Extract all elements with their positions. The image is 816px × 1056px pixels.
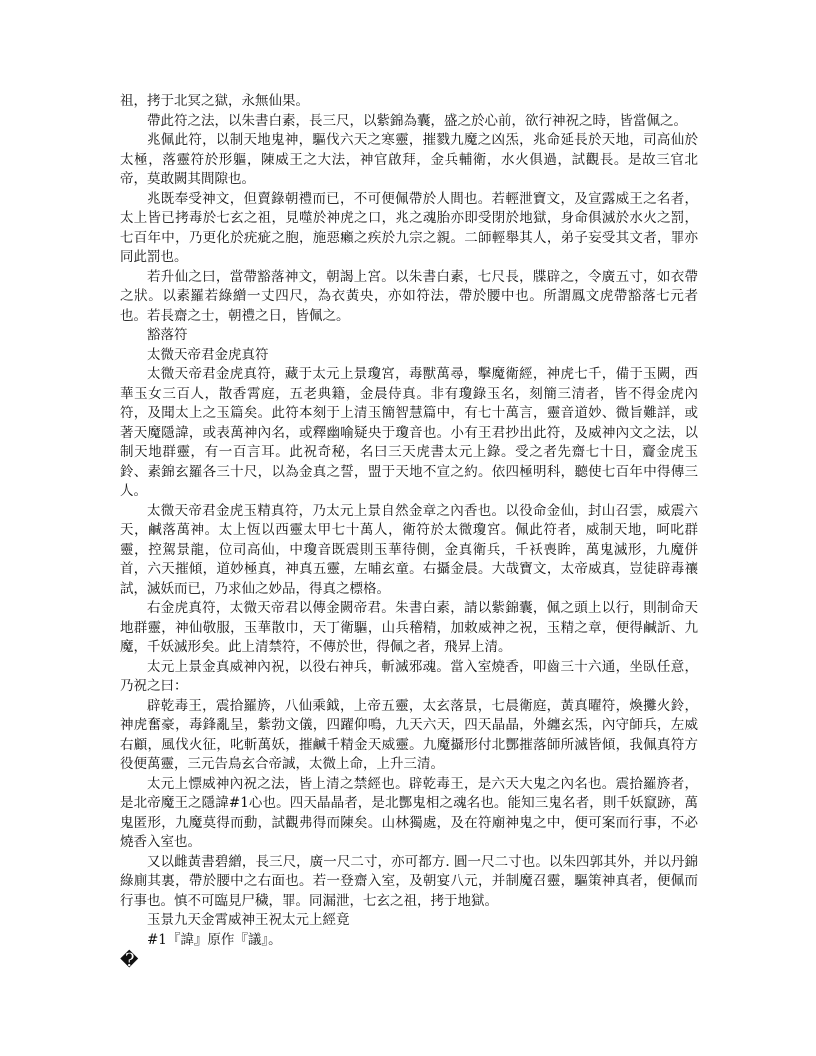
document-page	[120, 92, 698, 972]
end-replacement-glyph: �	[120, 950, 139, 971]
section-heading-jinhu-zhenfu: 太微天帝君金虎真符	[147, 346, 269, 363]
paragraph-11: 太元上景金真威神內祝，以役右神兵，斬滅邪魂。當入室燒香，叩齒三十六通，坐臥任意，乃祝之曰：	[120, 658, 698, 694]
paragraph-4: 兆既奉受神文，但賣錄朝禮而已，不可便佩帶於人間也。若輕泄寶文，及宣露威王之名者，太上皆已拷毒於七玄之祖，見噬於神虎之口，兆之魂胎亦即受閉於地獄，身命俱滅於水火之罰，七百年中，乃更化於疣疵之胞，施惡癩之疾於九宗之親。二師輕舉其人，弟子妄受其文者，罪亦同此罰也。	[120, 190, 698, 265]
paragraph-8: 太微天帝君金虎真符，藏于太元上景瓊宮，毒獸萬尋，擊魔衛經，神虎七千，備于玉闕，西華玉女三百人，散香霄庭，五老典籍，金晨侍真。非有瓊錄玉名，刻簡三清者，皆不得金虎內符，及聞太上之玉篇矣。此符本刻于上清玉簡智慧篇中，有七十萬言，靈音道妙、微旨難詳，或著天魔隱諱，或表萬神內名，或釋幽喻疑央于瓊音也。小有王君抄出此符，及威神內文之法，以制天地群靈，有一百言耳。此祝奇秘，名曰三天虎書太元上錄。受之者先齋七十日，齎金虎玉鈴、素錦玄羅各三十尺，以為金真之誓，盟于天地不宣之約。依四極明科，聽使七百年中得傳三人。	[120, 366, 698, 499]
paragraph-14: 又以雌黃書碧繒，長三尺，廣一尺二寸，亦可都方. 圓一尺二寸也。以朱四郭其外，并以丹錦綠廁其裏，帶於腰中之右面也。若一登齋入室，及朝宴八元，并制魔召靈，驅策神真者，便佩而行事也。慎不可臨見尸穢，罪。同漏泄，七玄之祖，拷于地獄。	[120, 853, 698, 909]
paragraph-2: 帶此符之法，以朱書白素，長三尺，以紫錦為囊，盛之於心前，欲行神祝之時，皆當佩之。	[147, 112, 687, 129]
closing-title: 玉景九天金霄威神王祝太元上經竟	[147, 912, 350, 928]
footnote: #1『諱』原作『議』。	[147, 931, 282, 948]
incantation-text: 辟乾毒王，震拾羅旍，八仙乘鉞，上帝五靈，太玄落景，七晨衛庭，黃真曜符，煥攤火鈴，神虎奮豪，毒鋒亂呈，紫勃文儀，四躍仰鳴，九天六天，四天晶晶，外纏玄炁，內守師兵，左威右顧，風伐火征，叱斬萬妖，摧鹹千精金天威靈。九魔攝形付北酆摧落師所滅皆傾，我佩真符方役便萬靈，三元告鳥玄合帝誠，太微上命，上升三清。	[120, 697, 698, 772]
paragraph-9: 太微天帝君金虎玉精真符，乃太元上景自然金章之內香也。以役命金仙，封山召雲，威震六天，鹹落萬神。太上恆以西靈太甲七十萬人，衛符於太微瓊宮。佩此符者，威制天地，呵叱群靈，控駕景龍，位司高仙，中瓊音既震則玉華待側，金真衛兵，千袄喪眸，萬鬼滅形，九魔併首，六天摧傾，道妙極真，神真五靈，左晡玄童。右攝金晨。大哉寶文，太帝威真，豈徒辟毒禳試，滅妖而已，乃求仙之妙品，得真之標格。	[120, 502, 698, 597]
paragraph-13: 太元上慓威神內祝之法，皆上清之禁經也。辟乾毒王，是六天大鬼之內名也。震拾羅旍者，是北帝魔王之隱諱#1心也。四天晶晶者，是北酆鬼相之魂名也。能知三鬼名者，則千妖竄跡，萬鬼匿形，九魔莫得而動，試觀弗得而陳矣。山林獨處，及在符廟神鬼之中，便可案而行事，不必燒香入室也。	[120, 775, 698, 850]
paragraph-3: 兆佩此符，以制天地鬼神，驅伐六天之寒靈，摧戮九魔之凶炁，兆命延長於天地，司高仙於太極，落靈符於形軀，陳威王之大法，神官啟拜，金兵輔衛，水火俱過，試觀長。是故三官北帝，莫敢闕其間隙也。	[120, 132, 698, 187]
section-heading-huoluo-fu: 豁落符	[147, 327, 188, 343]
paragraph-10: 右金虎真符，太微天帝君以傳金闕帝君。朱書白素，請以紫錦囊，佩之頭上以行，則制命天地群靈，神仙敬服，玉華散巾，天丁衛驅，山兵稽精，加敕威神之祝，玉精之章，便得鹹訢、九魔，千妖滅形矣。此上清禁符，不傳於世，得佩之者，飛昇上清。	[120, 600, 698, 655]
paragraph-5: 若升仙之曰，當帶豁落神文，朝謁上宮。以朱書白素，七尺長，牒辟之，令廣五寸，如衣帶之狀。以素羅若綠繒一丈四尺，為衣黃央，亦如符法，帶於腰中也。所謂鳳文虎帶豁落七元者也。若長齋之士，朝禮之日，皆佩之。	[120, 268, 698, 324]
paragraph-1: 祖，拷于北冥之獄，永無仙果。	[120, 93, 309, 109]
